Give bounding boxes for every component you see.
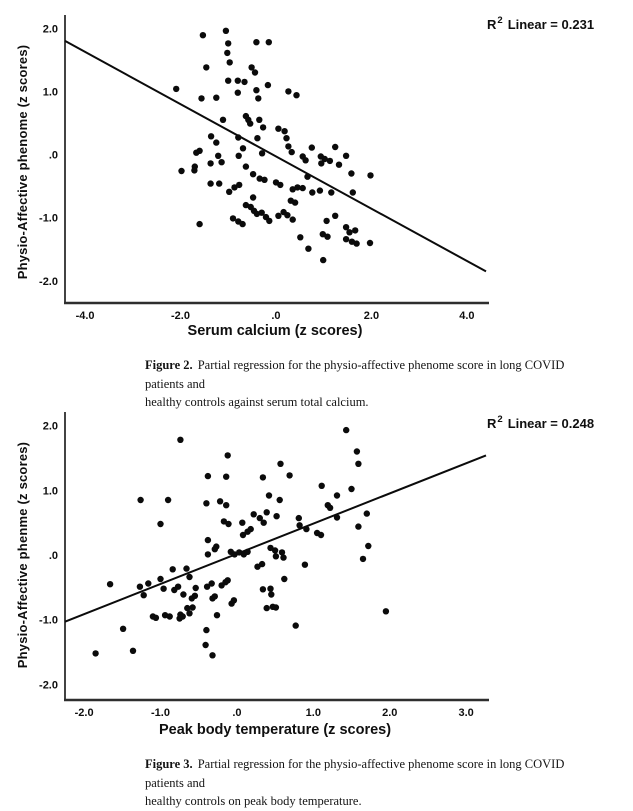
figure-3-caption bbox=[145, 755, 573, 811]
x-axis-title: Peak body temperature (z scores) bbox=[158, 722, 392, 738]
x-tick-label: .0 bbox=[232, 707, 242, 719]
data-point bbox=[302, 562, 308, 568]
data-point bbox=[202, 642, 208, 648]
data-point bbox=[355, 461, 361, 467]
data-point bbox=[250, 194, 256, 200]
data-point bbox=[272, 547, 278, 553]
data-point bbox=[309, 144, 315, 150]
data-point bbox=[327, 158, 333, 164]
data-point bbox=[231, 597, 237, 603]
data-point bbox=[353, 240, 359, 246]
data-point bbox=[180, 591, 186, 597]
y-axis-title: Physio-Affective phenme (z scores) bbox=[15, 441, 30, 669]
data-point bbox=[332, 144, 338, 150]
data-point bbox=[275, 126, 281, 132]
data-point bbox=[141, 592, 147, 598]
data-point bbox=[266, 218, 272, 224]
x-tick-label: -1.0 bbox=[151, 707, 170, 719]
data-point bbox=[327, 505, 333, 511]
data-point bbox=[200, 32, 206, 38]
data-point bbox=[107, 581, 113, 587]
data-point bbox=[145, 580, 151, 586]
data-point bbox=[352, 227, 358, 233]
data-point bbox=[193, 585, 199, 591]
data-point bbox=[198, 95, 204, 101]
data-point bbox=[343, 236, 349, 242]
data-point bbox=[213, 95, 219, 101]
data-point bbox=[186, 574, 192, 580]
data-point bbox=[283, 135, 289, 141]
data-point bbox=[277, 497, 283, 503]
data-point bbox=[336, 162, 342, 168]
x-tick-label: .0 bbox=[271, 310, 281, 322]
data-point bbox=[213, 139, 219, 145]
data-point bbox=[259, 150, 265, 156]
data-point bbox=[243, 163, 249, 169]
data-point bbox=[254, 135, 260, 141]
y-tick-label: -2.0 bbox=[39, 679, 58, 692]
data-point bbox=[323, 218, 329, 224]
y-tick-label: -1.0 bbox=[39, 212, 58, 225]
data-point bbox=[235, 78, 241, 84]
data-point bbox=[367, 172, 373, 178]
data-point bbox=[251, 511, 257, 517]
data-point bbox=[320, 257, 326, 263]
data-point bbox=[130, 648, 136, 654]
data-point bbox=[317, 187, 323, 193]
figure-3-caption-line2: healthy controls on peak body temperature. bbox=[145, 794, 362, 808]
data-point bbox=[266, 39, 272, 45]
data-point bbox=[236, 182, 242, 188]
data-point bbox=[260, 124, 266, 130]
y-tick-label: .0 bbox=[48, 149, 58, 162]
data-point bbox=[334, 492, 340, 498]
data-point bbox=[212, 593, 218, 599]
data-point bbox=[120, 626, 126, 632]
regression-line bbox=[65, 41, 486, 272]
data-point bbox=[259, 561, 265, 567]
regression-line bbox=[65, 455, 486, 621]
data-point bbox=[240, 145, 246, 151]
data-point bbox=[205, 537, 211, 543]
data-point bbox=[217, 498, 223, 504]
figure-2-caption-line1: Partial regression for the physio-affective phenome score in long COVID patients and bbox=[145, 358, 565, 391]
data-point bbox=[224, 50, 230, 56]
data-point bbox=[350, 189, 356, 195]
data-point bbox=[189, 604, 195, 610]
figure-3-scatter-chart bbox=[0, 397, 633, 749]
data-point bbox=[293, 92, 299, 98]
data-point bbox=[275, 213, 281, 219]
data-point bbox=[355, 523, 361, 529]
r-squared-annotation: $R^2$ Linear = 0.231 bbox=[487, 15, 595, 32]
data-point bbox=[225, 577, 231, 583]
data-point bbox=[235, 90, 241, 96]
data-point bbox=[153, 615, 159, 621]
y-tick-label: -2.0 bbox=[39, 275, 58, 288]
data-point bbox=[192, 593, 198, 599]
data-point bbox=[334, 514, 340, 520]
data-point bbox=[226, 189, 232, 195]
data-point bbox=[346, 229, 352, 235]
data-point bbox=[264, 509, 270, 515]
figure-2-scatter-chart bbox=[0, 0, 633, 352]
data-point bbox=[250, 171, 256, 177]
x-tick-label: 1.0 bbox=[305, 707, 321, 719]
data-point bbox=[196, 221, 202, 227]
data-point bbox=[261, 520, 267, 526]
data-point bbox=[137, 497, 143, 503]
figure-3 bbox=[0, 397, 633, 808]
data-point bbox=[173, 86, 179, 92]
y-tick-label: .0 bbox=[48, 550, 58, 563]
data-point bbox=[203, 64, 209, 70]
data-point bbox=[248, 526, 254, 532]
data-point bbox=[209, 580, 215, 586]
y-tick-label: -1.0 bbox=[39, 614, 58, 627]
data-point bbox=[309, 189, 315, 195]
data-point bbox=[281, 128, 287, 134]
data-point bbox=[255, 95, 261, 101]
data-point bbox=[265, 82, 271, 88]
plot-area bbox=[39, 412, 489, 719]
data-point bbox=[332, 213, 338, 219]
plot-area bbox=[39, 15, 489, 322]
data-point bbox=[273, 553, 279, 559]
data-point bbox=[367, 240, 373, 246]
data-point bbox=[281, 576, 287, 582]
data-point bbox=[157, 576, 163, 582]
data-point bbox=[318, 160, 324, 166]
data-point bbox=[256, 117, 262, 123]
data-point bbox=[318, 532, 324, 538]
data-point bbox=[241, 79, 247, 85]
data-point bbox=[220, 117, 226, 123]
data-point bbox=[253, 39, 259, 45]
data-point bbox=[300, 185, 306, 191]
data-point bbox=[280, 554, 286, 560]
data-point bbox=[239, 221, 245, 227]
data-point bbox=[305, 246, 311, 252]
y-tick-label: 1.0 bbox=[42, 485, 58, 498]
data-point bbox=[289, 149, 295, 155]
data-point bbox=[178, 168, 184, 174]
data-point bbox=[261, 177, 267, 183]
data-point bbox=[225, 452, 231, 458]
x-tick-label: -2.0 bbox=[74, 707, 94, 719]
data-point bbox=[180, 613, 186, 619]
data-point bbox=[207, 160, 213, 166]
data-point bbox=[266, 492, 272, 498]
data-point bbox=[183, 565, 189, 571]
data-point bbox=[260, 586, 266, 592]
data-point bbox=[296, 522, 302, 528]
data-point bbox=[302, 157, 308, 163]
data-point bbox=[225, 78, 231, 84]
data-point bbox=[284, 212, 290, 218]
y-tick-label: 2.0 bbox=[42, 420, 58, 433]
data-point bbox=[354, 448, 360, 454]
y-tick-label: 2.0 bbox=[42, 23, 58, 36]
data-point bbox=[293, 622, 299, 628]
x-tick-label: 2.0 bbox=[363, 310, 380, 322]
data-point bbox=[348, 486, 354, 492]
data-point bbox=[290, 216, 296, 222]
y-tick-label: 1.0 bbox=[42, 86, 58, 99]
data-point bbox=[216, 180, 222, 186]
x-tick-label: -4.0 bbox=[75, 310, 95, 322]
data-point bbox=[319, 483, 325, 489]
x-tick-label: -2.0 bbox=[171, 310, 190, 322]
data-point bbox=[205, 551, 211, 557]
data-point bbox=[235, 134, 241, 140]
figure-3-caption-tag: Figure 3. bbox=[145, 757, 193, 771]
figure-2-caption-line2: healthy controls against serum total calcium. bbox=[145, 395, 369, 409]
data-point bbox=[137, 584, 143, 590]
data-point bbox=[286, 472, 292, 478]
data-point bbox=[247, 120, 253, 126]
r-squared-annotation: $R^2$ Linear = 0.248 bbox=[487, 414, 595, 431]
data-point bbox=[203, 500, 209, 506]
data-point bbox=[165, 497, 171, 503]
data-point bbox=[273, 513, 279, 519]
x-axis-title: Serum calcium (z scores) bbox=[187, 323, 363, 339]
data-point bbox=[223, 474, 229, 480]
data-point bbox=[324, 234, 330, 240]
data-point bbox=[252, 69, 258, 75]
data-point bbox=[239, 520, 245, 526]
data-point bbox=[186, 610, 192, 616]
data-point bbox=[277, 182, 283, 188]
data-point bbox=[292, 199, 298, 205]
data-point bbox=[285, 143, 291, 149]
data-point bbox=[268, 591, 274, 597]
data-point bbox=[170, 566, 176, 572]
data-point bbox=[225, 40, 231, 46]
data-point bbox=[277, 461, 283, 467]
data-point bbox=[209, 652, 215, 658]
data-point bbox=[297, 234, 303, 240]
data-point bbox=[328, 189, 334, 195]
x-tick-label: 3.0 bbox=[458, 707, 474, 719]
data-point bbox=[285, 88, 291, 94]
data-point bbox=[92, 650, 98, 656]
data-point bbox=[253, 87, 259, 93]
data-point bbox=[225, 521, 231, 527]
data-point bbox=[223, 502, 229, 508]
data-point bbox=[207, 180, 213, 186]
data-point bbox=[364, 510, 370, 516]
data-point bbox=[260, 474, 266, 480]
data-point bbox=[214, 612, 220, 618]
data-point bbox=[203, 627, 209, 633]
data-point bbox=[304, 174, 310, 180]
x-tick-label: 2.0 bbox=[382, 707, 398, 719]
figure-2-caption-tag: Figure 2. bbox=[145, 358, 193, 372]
data-point bbox=[348, 170, 354, 176]
data-point bbox=[218, 159, 224, 165]
data-point bbox=[177, 437, 183, 443]
data-point bbox=[212, 546, 218, 552]
data-point bbox=[296, 515, 302, 521]
data-point bbox=[157, 521, 163, 527]
data-point bbox=[223, 28, 229, 34]
data-point bbox=[273, 604, 279, 610]
data-point bbox=[191, 167, 197, 173]
data-point bbox=[264, 605, 270, 611]
data-point bbox=[244, 549, 250, 555]
data-point bbox=[343, 153, 349, 159]
data-point bbox=[343, 427, 349, 433]
y-axis-title: Physio-Affective phenome (z scores) bbox=[15, 44, 30, 280]
data-point bbox=[160, 586, 166, 592]
data-point bbox=[227, 59, 233, 65]
data-point bbox=[175, 584, 181, 590]
data-point bbox=[193, 150, 199, 156]
data-point bbox=[215, 153, 221, 159]
data-point bbox=[208, 133, 214, 139]
x-tick-label: 4.0 bbox=[459, 310, 475, 322]
data-point bbox=[267, 586, 273, 592]
data-point bbox=[236, 153, 242, 159]
data-point bbox=[167, 613, 173, 619]
data-point bbox=[365, 543, 371, 549]
data-point bbox=[303, 526, 309, 532]
data-point bbox=[360, 556, 366, 562]
figure-3-caption-line1: Partial regression for the physio-affective phenome score in long COVID patients and bbox=[145, 757, 565, 790]
data-point bbox=[205, 473, 211, 479]
data-point bbox=[383, 608, 389, 614]
